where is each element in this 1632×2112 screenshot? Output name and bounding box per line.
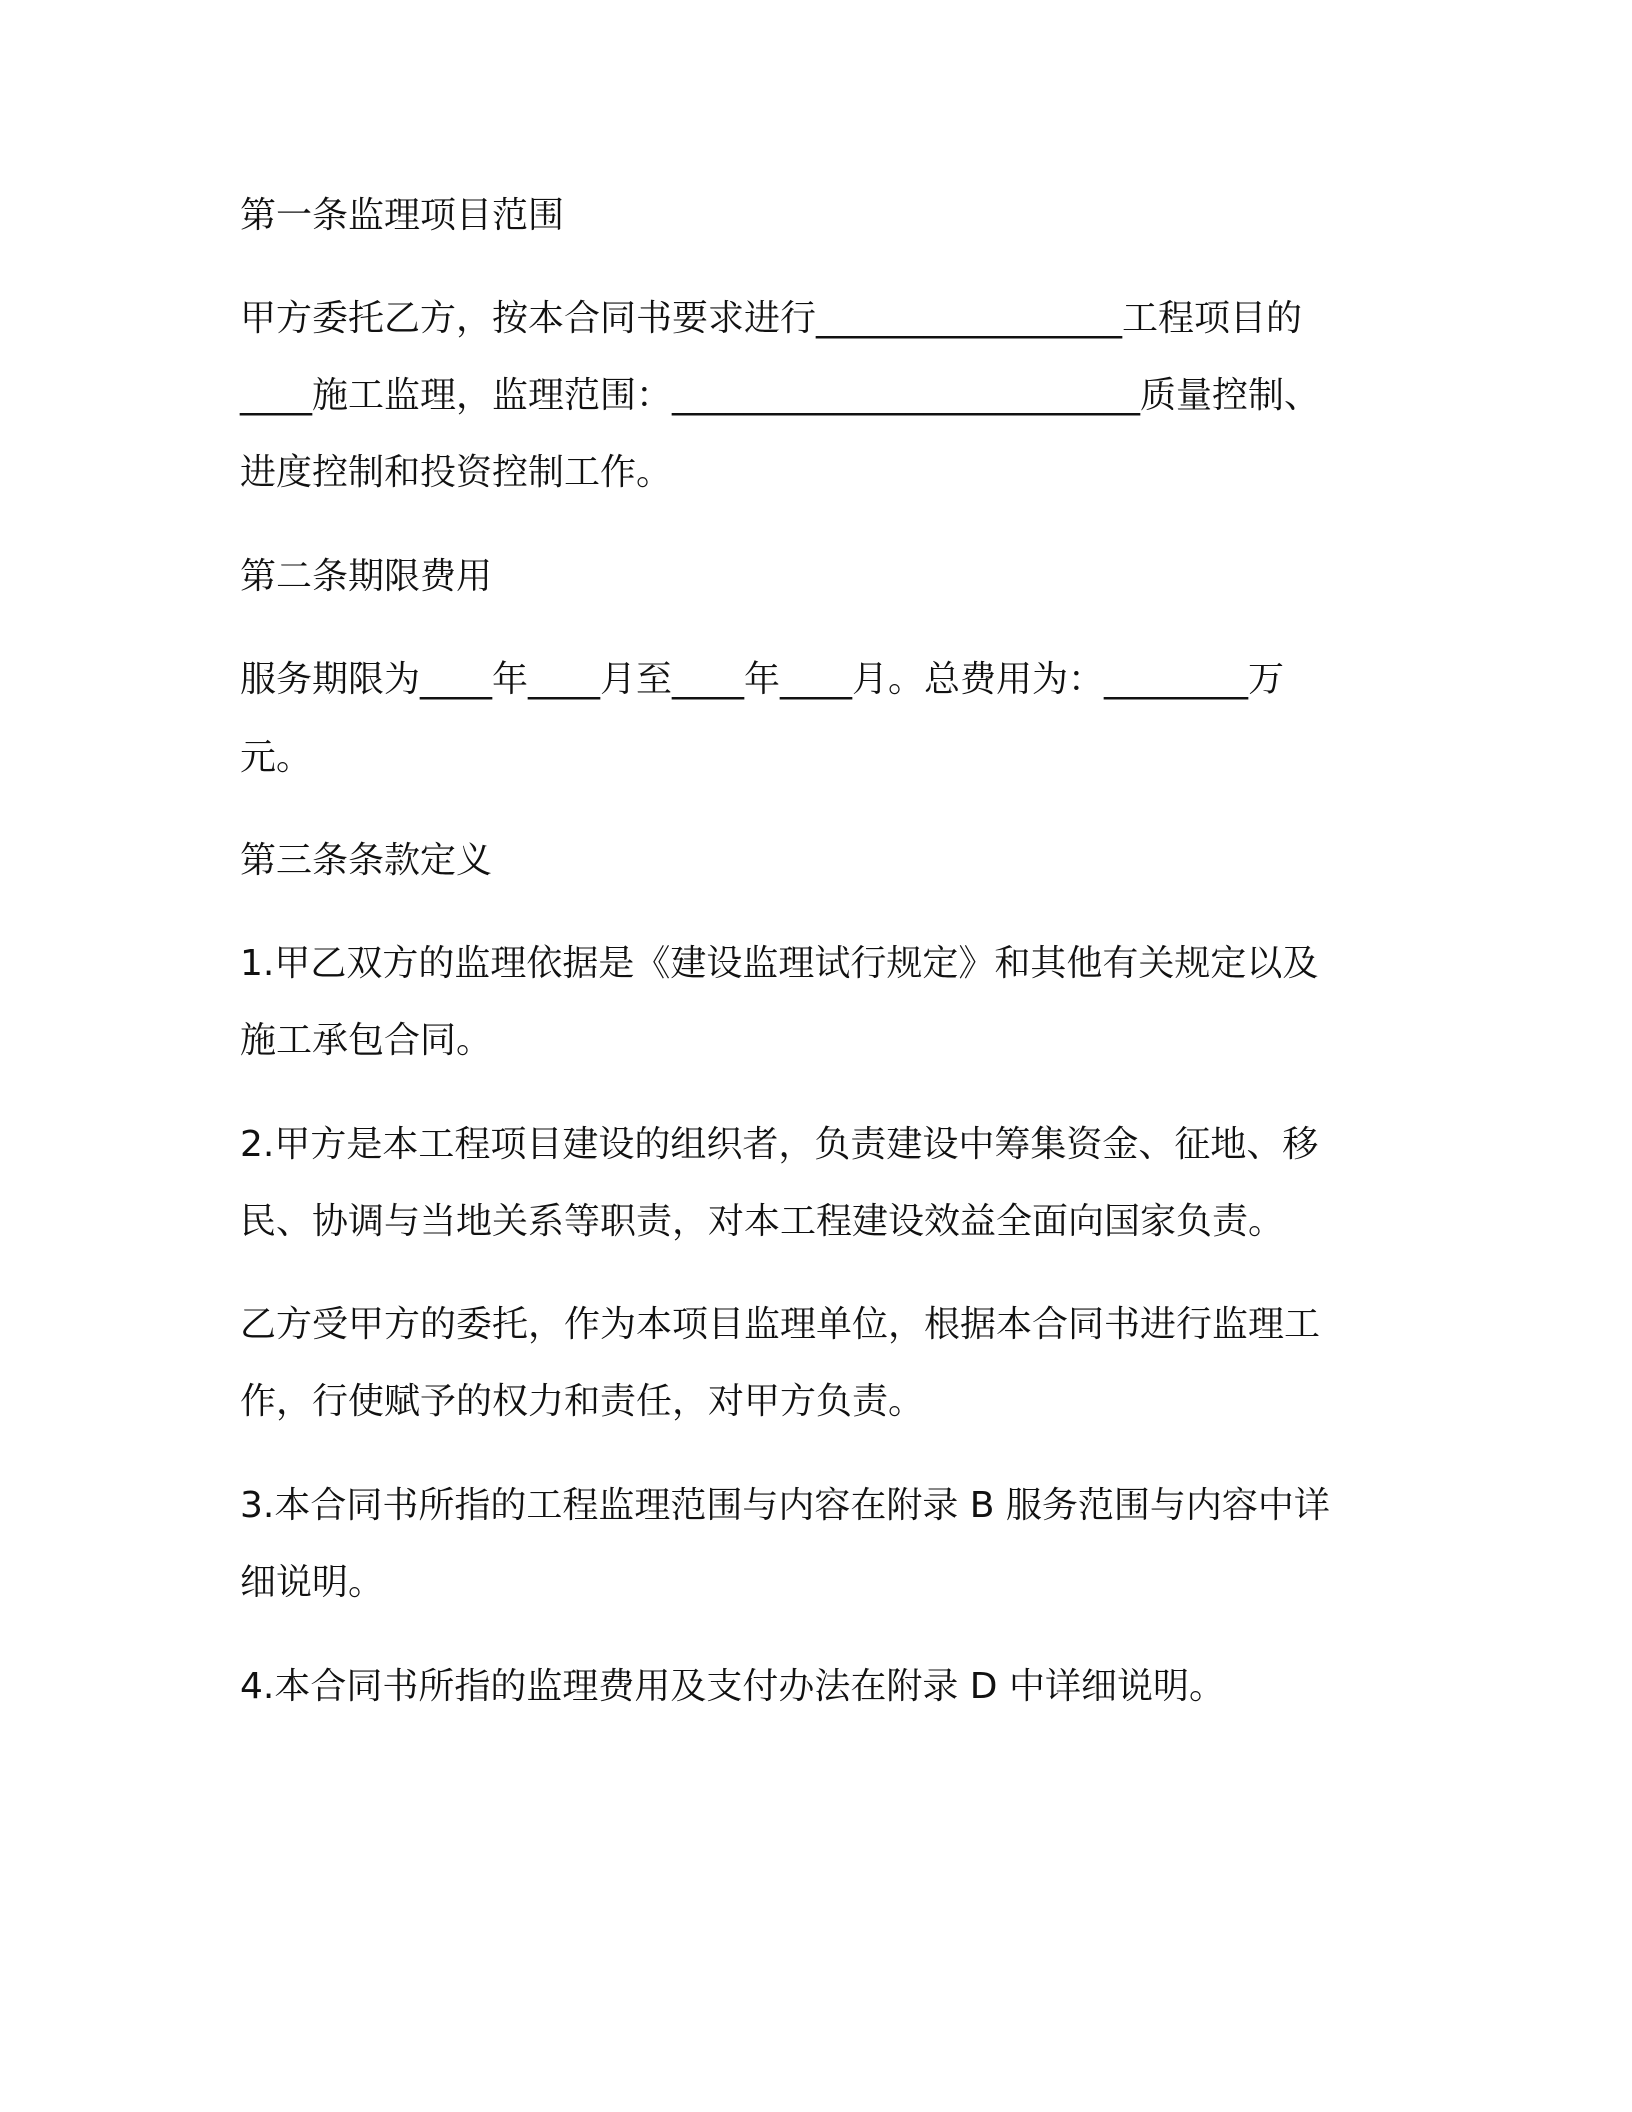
clause-1-line-1: 1.甲乙双方的监理依据是《建设监理试行规定》和其他有关规定以及: [240, 943, 1319, 984]
clause-2-line-2: 民、协调与当地关系等职责，对本工程建设效益全面向国家负责。: [240, 1201, 1285, 1242]
section-2-paragraph-line-1: 服务期限为____年____月至____年____月。总费用为：________万: [240, 659, 1285, 700]
clause-4-line-1: 4.本合同书所指的监理费用及支付办法在附录 D 中详细说明。: [240, 1666, 1225, 1707]
section-1-paragraph-line-1: 甲方委托乙方，按本合同书要求进行_________________工程项目的: [240, 298, 1303, 339]
section-2-paragraph-line-2: 元。: [240, 737, 313, 778]
section-1-paragraph-line-3: 进度控制和投资控制工作。: [240, 452, 673, 493]
section-2-heading: 第二条期限费用: [240, 556, 493, 597]
section-1-paragraph-line-2: ____施工监理，监理范围：__________________________质量控制、: [240, 375, 1321, 416]
clause-1-line-2: 施工承包合同。: [240, 1020, 493, 1061]
section-3-heading: 第三条条款定义: [240, 840, 493, 881]
section-1-heading: 第一条监理项目范围: [240, 195, 565, 236]
clause-3-line-2: 细说明。: [240, 1562, 385, 1603]
clause-2b-line-1: 乙方受甲方的委托，作为本项目监理单位，根据本合同书进行监理工: [240, 1304, 1321, 1345]
clause-2b-line-2: 作，行使赋予的权力和责任，对甲方负责。: [240, 1381, 925, 1422]
clause-2-line-1: 2.甲方是本工程项目建设的组织者，负责建设中筹集资金、征地、移: [240, 1124, 1319, 1165]
clause-3-line-1: 3.本合同书所指的工程监理范围与内容在附录 B 服务范围与内容中详: [240, 1485, 1330, 1526]
